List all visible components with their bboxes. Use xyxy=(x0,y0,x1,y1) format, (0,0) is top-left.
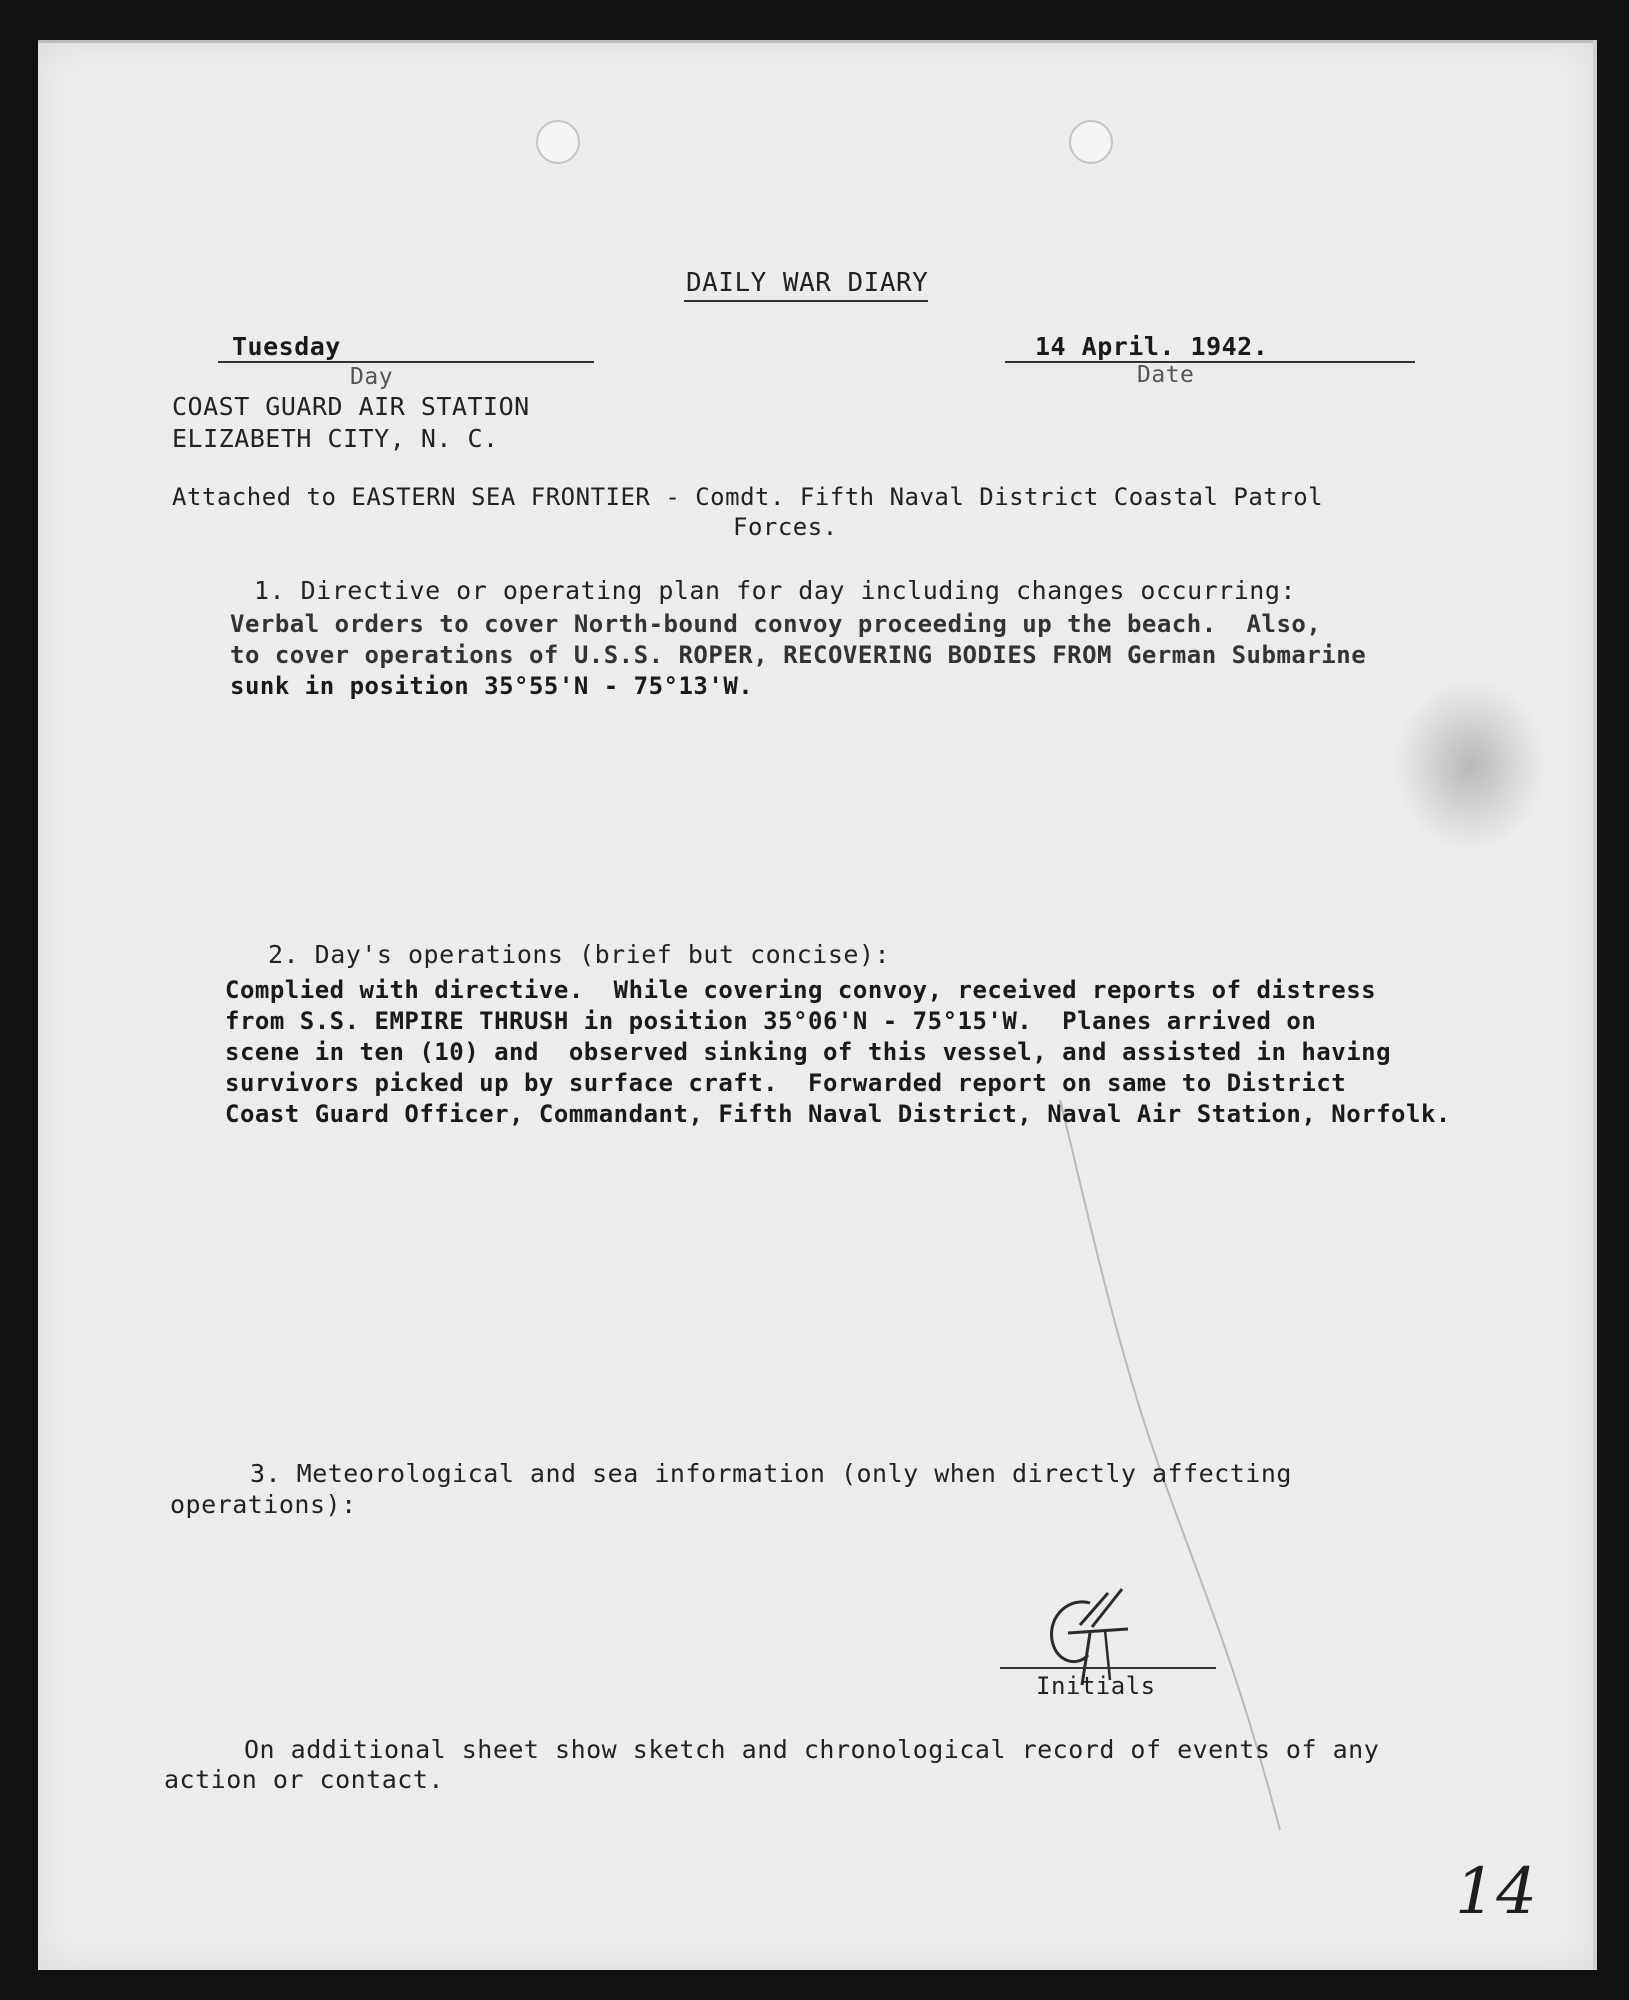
day-value: Tuesday xyxy=(232,332,341,361)
day-label: Day xyxy=(350,364,394,390)
section-1-line-3: sunk in position 35°55'N - 75°13'W. xyxy=(230,672,754,700)
initials-label: Initials xyxy=(1036,1672,1156,1700)
section-3-heading: 3. Meteorological and sea information (only when directly affecting xyxy=(250,1459,1292,1488)
date-rule xyxy=(1005,361,1415,363)
section-1-line-1: Verbal orders to cover North-bound convoy proceeding up the beach. Also, xyxy=(230,610,1322,638)
attached-line-2: Forces. xyxy=(733,513,838,541)
station-line-2: ELIZABETH CITY, N. C. xyxy=(172,424,499,453)
day-rule xyxy=(218,361,594,363)
section-2-line-5: Coast Guard Officer, Commandant, Fifth Naval District, Naval Air Station, Norfolk. xyxy=(225,1100,1451,1128)
footer-line-1: On additional sheet show sketch and chronological record of events of any xyxy=(244,1735,1380,1764)
section-2-heading: 2. Day's operations (brief but concise): xyxy=(268,940,891,969)
section-1-line-2: to cover operations of U.S.S. ROPER, RECOVERING BODIES FROM German Submarine xyxy=(230,641,1367,669)
page-number: 14 xyxy=(1455,1855,1538,1929)
station-line-1: COAST GUARD AIR STATION xyxy=(172,392,530,421)
date-label: Date xyxy=(1137,362,1195,388)
section-2-line-3: scene in ten (10) and observed sinking of this vessel, and assisted in having xyxy=(225,1038,1392,1066)
date-value: 14 April. 1942. xyxy=(1035,332,1269,361)
document-title: DAILY WAR DIARY xyxy=(686,268,929,298)
title-underline xyxy=(684,300,928,302)
section-2-line-2: from S.S. EMPIRE THRUSH in position 35°06'N - 75°15'W. Planes arrived on xyxy=(225,1007,1317,1035)
footer-line-2: action or contact. xyxy=(164,1765,444,1794)
initials-rule xyxy=(1000,1667,1216,1669)
section-1-heading: 1. Directive or operating plan for day including changes occurring: xyxy=(254,576,1296,605)
section-3-line-2: operations): xyxy=(170,1490,357,1519)
section-2-line-4: survivors picked up by surface craft. Forwarded report on same to District xyxy=(225,1069,1347,1097)
section-2-line-1: Complied with directive. While covering convoy, received reports of distress xyxy=(225,976,1377,1004)
attached-line-1: Attached to EASTERN SEA FRONTIER - Comdt. Fifth Naval District Coastal Patrol xyxy=(172,483,1324,511)
